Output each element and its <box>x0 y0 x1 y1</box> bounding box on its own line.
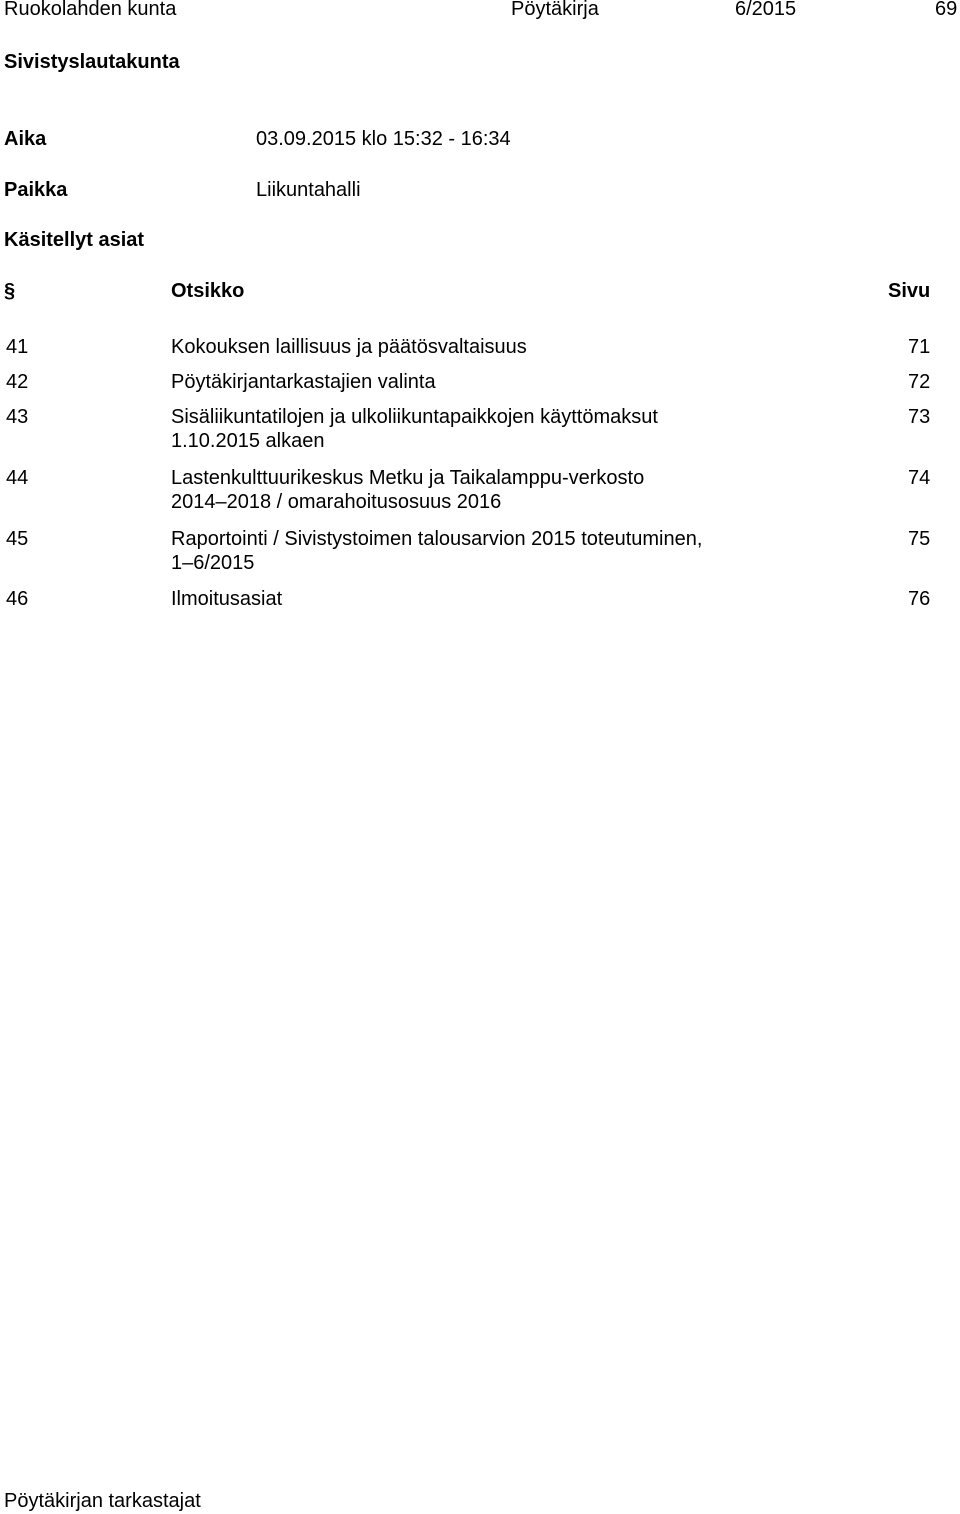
place-value: Liikuntahalli <box>256 179 361 201</box>
agenda-item-page: 76 <box>908 588 931 610</box>
time-label: Aika <box>4 128 47 150</box>
agenda-item-title-line: Ilmoitusasiat <box>171 588 283 610</box>
header-page-number: 69 <box>935 0 958 20</box>
agenda-item-title <box>171 527 771 575</box>
agenda-item-title <box>171 370 771 394</box>
section-sign-icon: § <box>4 280 16 302</box>
header-document-number: 6/2015 <box>735 0 797 20</box>
time-value: 03.09.2015 klo 15:32 - 16:34 <box>256 128 511 150</box>
agenda-item-title-line: 1–6/2015 <box>171 552 255 574</box>
agenda-item-title-line: Kokouksen laillisuus ja päätösvaltaisuus <box>171 336 527 358</box>
committee-name: Sivistyslautakunta <box>4 51 180 73</box>
agenda-item-title-line: 1.10.2015 alkaen <box>171 430 325 452</box>
agenda-item-title-line: Pöytäkirjantarkastajien valinta <box>171 371 436 393</box>
agenda-item-number: 45 <box>6 528 29 550</box>
agenda-item-page: 73 <box>908 406 931 428</box>
agenda-item-title <box>171 466 771 514</box>
header-document-type: Pöytäkirja <box>511 0 599 20</box>
column-header-page: Sivu <box>888 280 931 302</box>
agenda-item-page: 72 <box>908 371 931 393</box>
footer-reviewers-label: Pöytäkirjan tarkastajat <box>4 1490 201 1512</box>
agenda-item-page: 74 <box>908 467 931 489</box>
agenda-item-title-line: Lastenkulttuurikeskus Metku ja Taikalamppu-verkosto <box>171 467 645 489</box>
agenda-item-number: 41 <box>6 336 29 358</box>
agenda-item-title-line: Raportointi / Sivistystoimen talousarvion 2015 toteutuminen, <box>171 528 703 550</box>
agenda-item-title <box>171 405 771 453</box>
agenda-item-number: 46 <box>6 588 29 610</box>
place-label: Paikka <box>4 179 68 201</box>
agenda-item-number: 44 <box>6 467 29 489</box>
agenda-item-title <box>171 335 771 359</box>
agenda-item-page: 75 <box>908 528 931 550</box>
agenda-item-page: 71 <box>908 336 931 358</box>
agenda-item-title-line: 2014–2018 / omarahoitusosuus 2016 <box>171 491 502 513</box>
agenda-item-title <box>171 587 771 611</box>
header-municipality: Ruokolahden kunta <box>4 0 177 20</box>
agenda-item-number: 42 <box>6 371 29 393</box>
agenda-item-title-line: Sisäliikuntatilojen ja ulkoliikuntapaikkojen käyttömaksut <box>171 406 658 428</box>
agenda-item-number: 43 <box>6 406 29 428</box>
agenda-heading: Käsitellyt asiat <box>4 229 145 251</box>
column-header-title: Otsikko <box>171 280 245 302</box>
